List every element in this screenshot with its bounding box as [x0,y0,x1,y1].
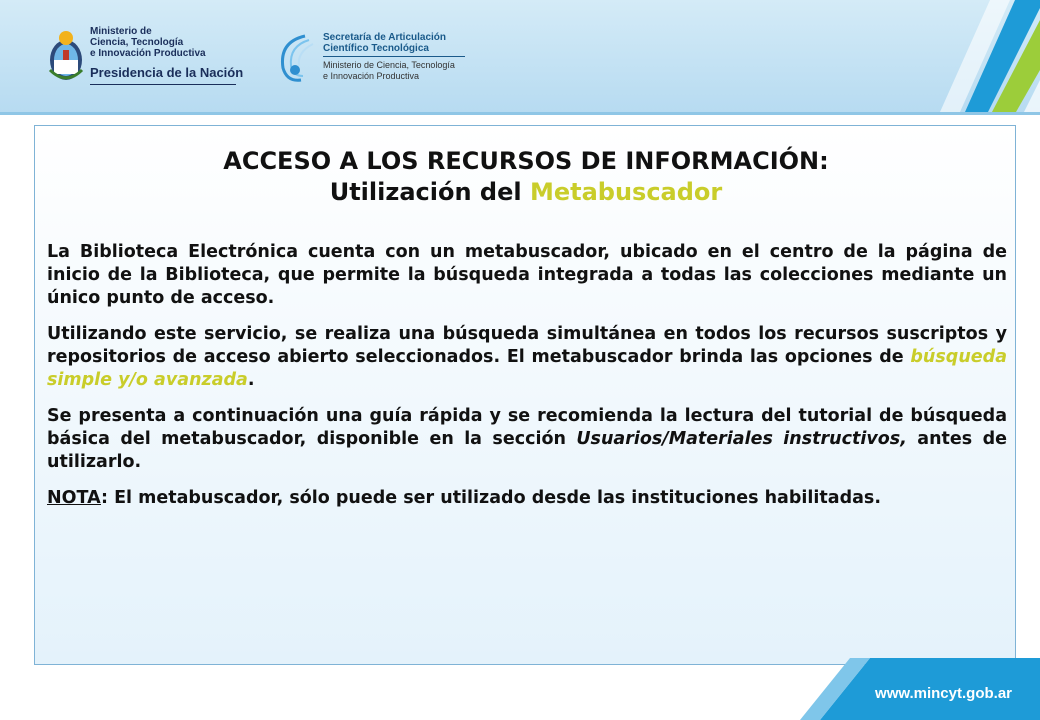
decorative-stripes [920,0,1040,112]
paragraph-1: La Biblioteca Electrónica cuenta con un metabuscador, ubicado en el centro de la página de inicio de la Biblioteca, que permite la búsqueda integrada a todas las colecciones mediante un único punto de acceso. [47,242,1007,308]
secretaria-logo [275,28,485,98]
content-panel [34,125,1016,665]
logo-divider [90,84,236,85]
title-highlight: Metabuscador [529,178,723,206]
argentina-shield-icon [46,26,86,86]
p3-end: antes de utilizarlo. [47,429,1008,472]
swirl-logo-icon [275,32,321,84]
ministerio-line2: Ciencia, Tecnología [90,37,184,48]
website-link[interactable]: www.mincyt.gob.ar [875,685,1012,702]
ministerio-line1: Ministerio de [90,26,152,37]
ministerio-line3: e Innovación Productiva [90,48,206,59]
secretaria-line2: Científico Tecnológica [323,43,429,54]
slide-body [47,241,1007,523]
p2-text: Utilizando este servicio, se realiza una búsqueda simultánea en todos los recursos suscriptos y repositorios de acceso abierto seleccionados. El metabuscador brinda las opciones de [47,324,1007,367]
ministerio-logo [46,22,246,92]
logo-divider [323,56,465,57]
title-line2 [35,177,1017,208]
secretaria-line3: Ministerio de Ciencia, Tecnología [323,60,455,70]
paragraph-2 [47,323,1007,392]
p3-section: Usuarios/Materiales instructivos, [576,429,907,449]
presidencia-label: Presidencia de la Nación [90,65,244,80]
header-banner [0,0,1040,115]
title-line2-prefix: Utilización del [329,178,530,206]
p3-text: Se presenta a continuación una guía rápida y se recomienda la lectura del tutorial de búsqueda básica del metabuscador, disponible en la sección [47,406,1007,449]
p4-text: : El metabuscador, sólo puede ser utilizado desde las instituciones habilitadas. [100,488,881,508]
title-line1: ACCESO A LOS RECURSOS DE INFORMACIÓN: [223,147,829,175]
paragraph-4 [47,487,1007,510]
footer-band [0,658,1040,720]
slide-title [35,146,1017,208]
p2-highlight: búsqueda simple y/o avanzada [47,347,1007,390]
paragraph-3 [47,405,1007,474]
secretaria-line4: e Innovación Productiva [323,71,420,81]
p2-end: . [247,370,255,390]
secretaria-line1: Secretaría de Articulación [323,32,447,43]
nota-label: NOTA [47,488,101,508]
